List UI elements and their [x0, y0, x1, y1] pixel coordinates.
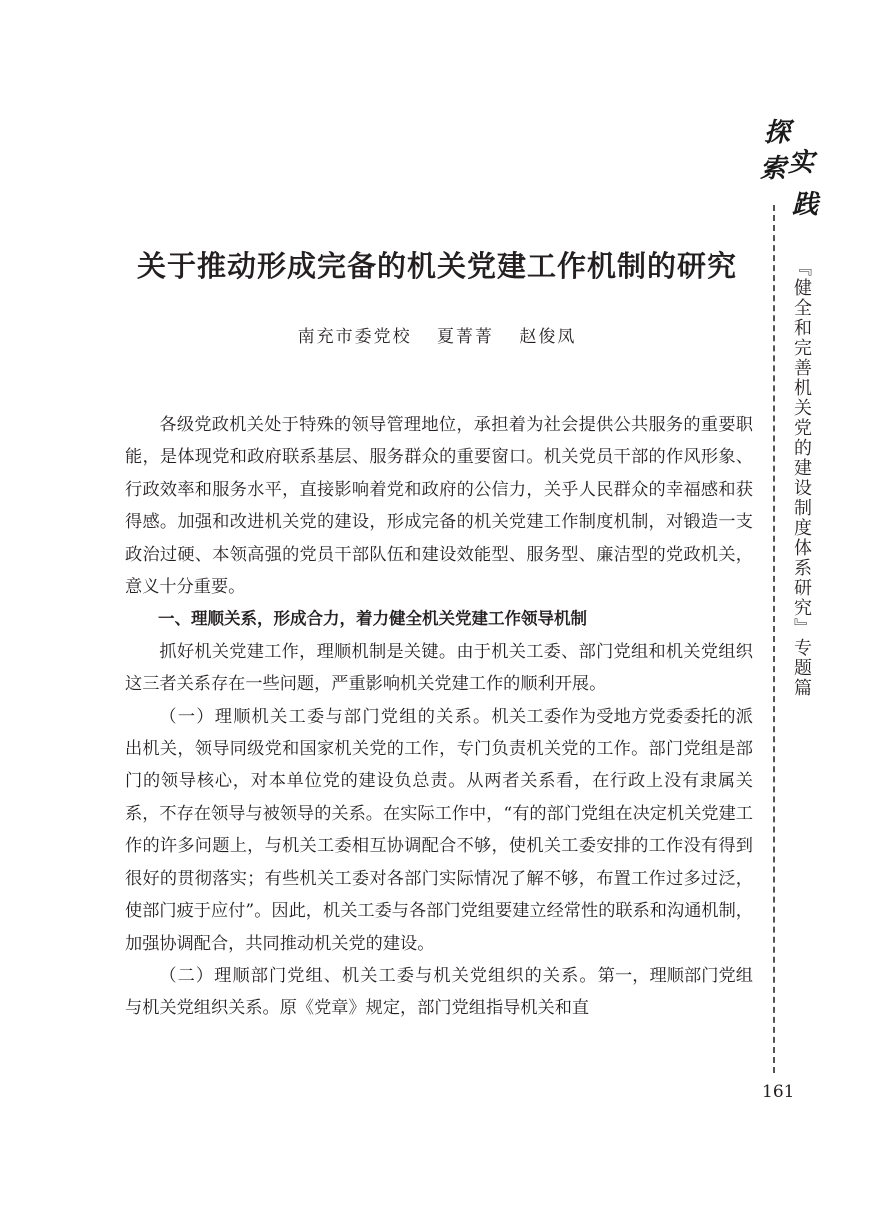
subsection-heading: （一）理顺机关工委与部门党组的关系。: [159, 706, 492, 727]
subsection-heading: （二）理顺部门党组、机关工委与机关党组织的关系。: [159, 965, 598, 986]
article-title: 关于推动形成完备的机关党建工作机制的研究: [136, 249, 737, 283]
logo-char: 索: [760, 154, 787, 184]
paragraph: [125, 701, 753, 960]
logo-char: 探: [764, 118, 791, 148]
paragraph: 抓好机关党建工作，理顺机制是关键。由于机关工委、部门党组和机关党组织这三者关系存在一些问题，严重影响机关党建工作的顺利开展。: [125, 641, 753, 695]
paragraph-text: 第一，理顺部门党组与机关党组织关系。原《党章》规定，部门党组指导机关和直: [125, 965, 753, 1019]
author-line: [100, 322, 774, 347]
logo-char: 践: [792, 190, 819, 220]
paragraph: 各级党政机关处于特殊的领导管理地位，承担着为社会提供公共服务的重要职能，是体现党和政府联系基层、服务群众的重要窗口。机关党员干部的作风形象、行政效率和服务水平，直接影响着党和政府的公信力，关乎人民群众的幸福感和获得感。加强和改进机关党的建设，形成完备的机关党建工作制度机制，对锻造一支政治过硬、本领高强的党员干部队伍和建设效能型、服务型、廉洁型的党政机关，意义十分重要。: [125, 415, 753, 598]
author-name: 赵俊凤: [519, 327, 577, 347]
section-logo: [758, 120, 822, 230]
logo-char: 实: [788, 148, 815, 178]
page-number: 161: [762, 1082, 795, 1102]
author-name: 夏菁菁: [437, 327, 494, 347]
author-affiliation: 南充市委党校: [297, 327, 412, 347]
paragraph-text: 机关工委作为受地方党委委托的派出机关，领导同级党和国家机关党的工作，专门负责机关党的工作。部门党组是部门的领导核心，对本单位党的建设负总责。从两者关系看，在行政上没有隶属关系，不存在领导与被领导的关系。在实际工作中，“有的部门党组在决定机关党建工作的许多问题上，与机关工委相互协调配合不够，使机关工委安排的工作没有得到很好的贯彻落实；有些机关工委对各部门实际情况了解不够，布置工作过多过泛，使部门疲于应付”。因此，机关工委与各部门党组要建立经常性的联系和沟通机制，加强协调配合，共同推动机关党的建设。: [125, 706, 753, 954]
section-column-title: 『健全和完善机关党的建设制度体系研究』专题篇: [791, 258, 812, 698]
article-body: [125, 409, 753, 1025]
section-heading: 一、理顺关系，形成合力，着力健全机关党建工作领导机制: [158, 609, 587, 629]
paragraph: [125, 960, 753, 1025]
